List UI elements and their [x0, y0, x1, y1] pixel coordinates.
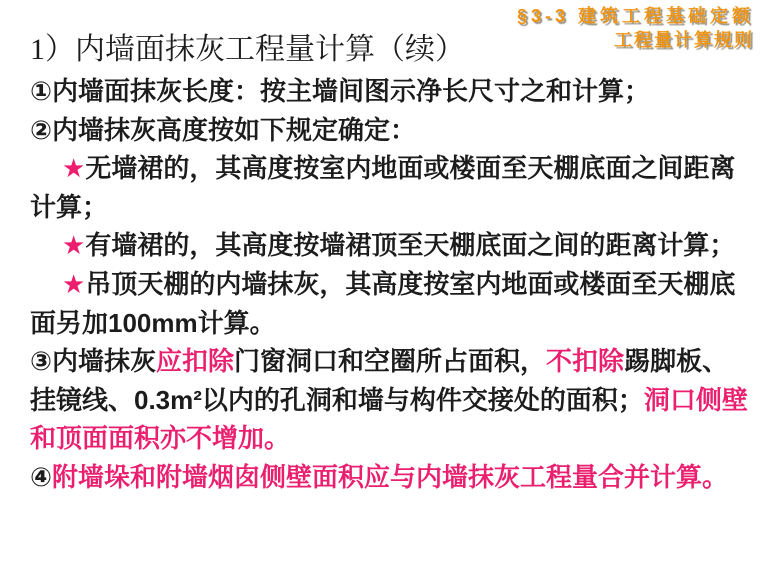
- text-run: 门窗洞口和空圈所占面积，: [234, 346, 547, 377]
- chapter-label: §3-3 建筑工程基础定额: [516, 6, 754, 26]
- text-run: 踢脚板、: [624, 346, 729, 377]
- slide-corner-header: [517, 5, 754, 53]
- text-run: ③内墙抹灰: [30, 346, 157, 377]
- body-line: [30, 458, 744, 497]
- text-run: ①内墙面抹灰长度：按主墙间图示净长尺寸之和计算；: [30, 76, 651, 106]
- slide-body-text: [30, 72, 748, 497]
- text-run: ②内墙抹灰高度按如下规定确定：: [30, 114, 417, 145]
- text-run: 和顶面面积亦不增加。: [30, 423, 291, 454]
- text-run: 面另加100mm计算。: [30, 307, 276, 338]
- star-bullet-icon: ★: [62, 153, 86, 184]
- body-line: [30, 72, 744, 111]
- chapter-sublabel: 工程量计算规则: [614, 29, 754, 50]
- text-run: ④: [30, 461, 53, 492]
- body-line: [30, 188, 744, 227]
- text-run: 计算；: [30, 191, 109, 222]
- text-run: 洞口侧壁: [643, 384, 748, 415]
- text-run: 附墙垛和附墙烟囱侧壁面积应与内墙抹灰工程量合并计算。: [52, 461, 729, 492]
- slide-title: 1）内墙面抹灰工程量计算（续）: [30, 33, 465, 66]
- body-line: [30, 381, 748, 420]
- text-run: 吊顶天棚的内墙抹灰，其高度按室内地面或楼面至天棚底: [85, 268, 736, 299]
- body-line: [30, 419, 744, 458]
- body-line: [30, 304, 744, 343]
- body-line: [30, 149, 744, 188]
- body-line: [30, 342, 744, 381]
- text-run: 无墙裙的，其高度按室内地面或楼面至天棚底面之间距离: [85, 153, 736, 184]
- text-run: 挂镜线、0.3m²以内的孔洞和墙与构件交接处的面积；: [30, 384, 644, 415]
- text-run: 有墙裙的，其高度按墙裙顶至天棚底面之间的距离计算；: [85, 230, 736, 261]
- body-line: [30, 226, 744, 265]
- text-run: 应扣除: [156, 346, 235, 377]
- star-bullet-icon: ★: [62, 230, 86, 261]
- body-line: [30, 265, 744, 304]
- body-line: [30, 111, 744, 150]
- text-run: 不扣除: [546, 346, 625, 377]
- star-bullet-icon: ★: [62, 268, 86, 299]
